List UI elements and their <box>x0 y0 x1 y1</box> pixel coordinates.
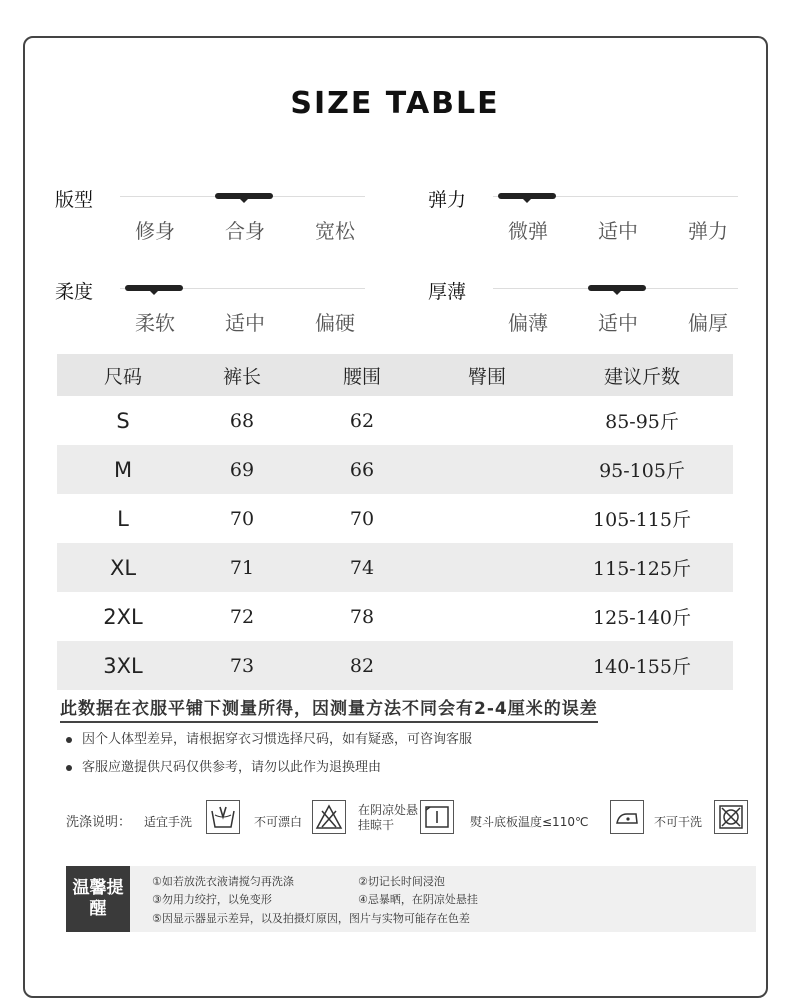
attr-thickness <box>428 277 748 337</box>
cell-length: 73 <box>229 654 255 677</box>
attr-marker <box>588 285 646 291</box>
size-table <box>57 354 733 690</box>
attr-marker <box>498 193 556 199</box>
cell-size: L <box>117 506 129 531</box>
attr-label: 柔度 <box>55 281 94 303</box>
attr-option: 适中 <box>225 311 265 335</box>
reminder-item: ③勿用力绞拧，以免变形 <box>152 893 272 906</box>
cell-hip <box>437 592 537 641</box>
cell-hip <box>437 494 537 543</box>
attr-marker <box>215 193 273 199</box>
wash-text: 熨斗底板温度≤110℃ <box>470 815 589 829</box>
attr-fit <box>55 185 375 245</box>
cell-hip <box>437 396 537 445</box>
cell-length: 72 <box>229 605 255 628</box>
reminder-item: ②切记长时间浸泡 <box>358 875 445 888</box>
wash-instructions <box>66 800 756 840</box>
bullet-dot <box>66 737 72 743</box>
reminder-box <box>66 866 756 932</box>
attr-option: 适中 <box>598 219 638 243</box>
reminder-item: ④忌暴晒，在阴凉处悬挂 <box>358 893 478 906</box>
note-text: 客服应邀提供尺码仅供参考，请勿以此作为退换理由 <box>82 760 382 775</box>
reminder-item: ⑤因显示器显示差异，以及拍摄灯原因，图片与实物可能存在色差 <box>152 912 470 925</box>
no-dry-clean-icon <box>714 800 748 834</box>
hand-wash-icon <box>206 800 240 834</box>
note-bullet <box>66 728 472 747</box>
cell-waist: 70 <box>349 507 375 530</box>
attr-elasticity <box>428 185 748 245</box>
table-row <box>57 396 733 445</box>
wash-text: 在阴凉处悬挂晾干 <box>358 803 419 832</box>
cell-waist: 74 <box>349 556 375 579</box>
attr-label: 版型 <box>55 189 94 211</box>
wash-text: 不可干洗 <box>654 815 703 829</box>
wash-label: 洗涤说明： <box>66 815 132 830</box>
iron-low-icon <box>610 800 644 834</box>
bullet-dot <box>66 765 72 771</box>
header-length: 裤长 <box>222 365 261 388</box>
attr-label: 弹力 <box>428 189 467 211</box>
attr-label: 厚薄 <box>428 281 467 303</box>
cell-size: S <box>116 408 130 433</box>
header-hip: 臀围 <box>467 365 506 388</box>
note-bullet <box>66 756 381 775</box>
cell-waist: 82 <box>349 654 375 677</box>
reminder-tag: 温馨提醒 <box>66 866 130 932</box>
reminder-item: ①如若放洗衣液请搅匀再洗涤 <box>152 875 294 888</box>
attr-option: 修身 <box>135 219 175 243</box>
header-weight: 建议斤数 <box>603 365 680 388</box>
table-row <box>57 494 733 543</box>
attr-option: 弹力 <box>688 219 728 243</box>
cell-hip <box>437 641 537 690</box>
attr-option: 偏硬 <box>315 311 355 335</box>
attr-option: 适中 <box>598 311 638 335</box>
cell-size: XL <box>109 555 137 580</box>
cell-size: 2XL <box>103 604 143 629</box>
cell-waist: 62 <box>349 409 375 432</box>
attr-marker <box>125 285 183 291</box>
cell-length: 71 <box>229 556 255 579</box>
cell-length: 70 <box>229 507 255 530</box>
header-size: 尺码 <box>103 365 142 388</box>
cell-hip <box>437 543 537 592</box>
attr-option: 柔软 <box>135 311 175 335</box>
header-waist: 腰围 <box>342 365 381 388</box>
cell-weight: 115-125斤 <box>593 558 691 580</box>
table-row <box>57 445 733 494</box>
page-title: SIZE TABLE <box>290 86 500 121</box>
cell-hip <box>437 445 537 494</box>
no-bleach-icon <box>312 800 346 834</box>
table-row <box>57 641 733 690</box>
table-row <box>57 543 733 592</box>
cell-waist: 66 <box>349 458 375 481</box>
cell-size: 3XL <box>103 653 143 678</box>
table-row <box>57 592 733 641</box>
cell-waist: 78 <box>349 605 375 628</box>
attr-option: 微弹 <box>508 219 548 243</box>
attr-option: 合身 <box>225 219 265 243</box>
attr-softness <box>55 277 375 337</box>
measurement-note: 此数据在衣服平铺下测量所得，因测量方法不同会有2-4厘米的误差 <box>60 694 598 723</box>
wash-text: 适宜手洗 <box>144 815 193 829</box>
attr-option: 偏薄 <box>508 311 548 335</box>
cell-length: 69 <box>229 458 255 481</box>
note-text: 因个人体型差异，请根据穿衣习惯选择尺码，如有疑惑，可咨询客服 <box>82 732 473 747</box>
table-header-row <box>57 354 733 396</box>
cell-weight: 85-95斤 <box>605 411 679 433</box>
attr-option: 宽松 <box>315 219 355 243</box>
line-dry-shade-icon <box>420 800 454 834</box>
cell-size: M <box>113 457 133 482</box>
cell-weight: 140-155斤 <box>593 656 691 678</box>
cell-weight: 125-140斤 <box>593 607 691 629</box>
wash-text: 不可漂白 <box>254 815 303 829</box>
cell-weight: 105-115斤 <box>593 509 691 531</box>
cell-weight: 95-105斤 <box>599 460 685 482</box>
cell-length: 68 <box>229 409 255 432</box>
attr-option: 偏厚 <box>688 311 728 335</box>
